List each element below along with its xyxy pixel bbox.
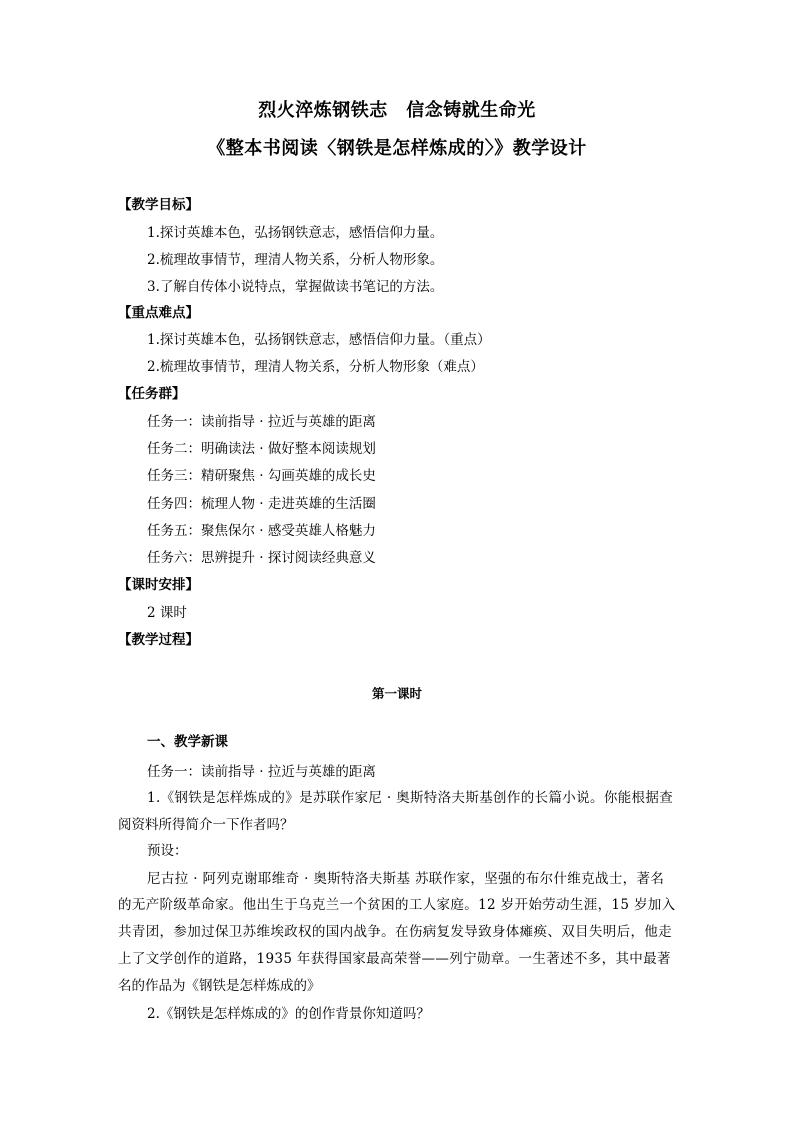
schedule-heading: 【课时安排】 xyxy=(118,577,199,593)
answer-line: 尼古拉 · 阿列克谢耶维奇 · 奥斯特洛夫斯基 苏联作家，坚强的布尔什维克战士，著名 xyxy=(147,871,665,887)
question-one: 1.《钢铁是怎样炼成的》是苏联作家尼 · 奥斯特洛夫斯基创作的长篇小说。你能根据查 xyxy=(147,790,674,806)
question-one-cont: 阅资料所得简介一下作者吗？ xyxy=(118,817,294,833)
task-item: 任务三：精研聚焦 · 勾画英雄的成长史 xyxy=(147,468,376,484)
answer-line: 的无产阶级革命家。他出生于乌克兰一个贫困的工人家庭。12 岁开始劳动生涯，15 岁加入 xyxy=(118,897,676,913)
preset-label: 预设： xyxy=(147,843,188,859)
task-one-line: 任务一：读前指导 · 拉近与英雄的距离 xyxy=(147,764,376,780)
main-title: 烈火淬炼钢铁志 信念铸就生命光 xyxy=(258,100,536,121)
task-item: 任务一：读前指导 · 拉近与英雄的距离 xyxy=(147,414,376,430)
task-item: 任务五：聚焦保尔 · 感受英雄人格魅力 xyxy=(147,523,376,539)
task-item: 任务四：梳理人物 · 走进英雄的生活圈 xyxy=(147,496,376,512)
key-points-heading: 【重点难点】 xyxy=(118,305,199,321)
task-item: 任务二：明确读法 · 做好整本阅读规划 xyxy=(147,441,376,457)
goal-item: 1.探讨英雄本色，弘扬钢铁意志，感悟信仰力量。 xyxy=(147,225,444,241)
tasks-heading: 【任务群】 xyxy=(118,386,186,402)
key-point-item: 2.梳理故事情节，理清人物关系，分析人物形象（难点） xyxy=(147,359,484,375)
process-heading: 【教学过程】 xyxy=(118,632,199,648)
answer-line: 上了文学创作的道路，1935 年获得国家最高荣誉——列宁勋章。一生著述不多，其中最著 xyxy=(118,951,671,967)
schedule-value: 2 课时 xyxy=(147,605,187,621)
section-heading: 一、教学新课 xyxy=(147,734,228,750)
answer-line: 名的作品为《钢铁是怎样炼成的》 xyxy=(118,978,321,994)
goal-item: 3.了解自传体小说特点，掌握做读书笔记的方法。 xyxy=(147,279,444,295)
goals-heading: 【教学目标】 xyxy=(118,197,199,213)
question-two: 2.《钢铁是怎样炼成的》的创作背景你知道吗？ xyxy=(147,1006,430,1022)
key-point-item: 1.探讨英雄本色，弘扬钢铁意志，感悟信仰力量。（重点） xyxy=(147,332,491,348)
lesson-title: 第一课时 xyxy=(371,686,422,701)
task-item: 任务六：思辨提升 · 探讨阅读经典意义 xyxy=(147,550,376,566)
answer-line: 共青团，参加过保卫苏维埃政权的国内战争。在伤病复发导致身体瘫痪、双目失明后，他走 xyxy=(118,924,672,940)
sub-title: 《整本书阅读〈钢铁是怎样炼成的〉》教学设计 xyxy=(207,138,587,159)
goal-item: 2.梳理故事情节，理清人物关系，分析人物形象。 xyxy=(147,252,444,268)
